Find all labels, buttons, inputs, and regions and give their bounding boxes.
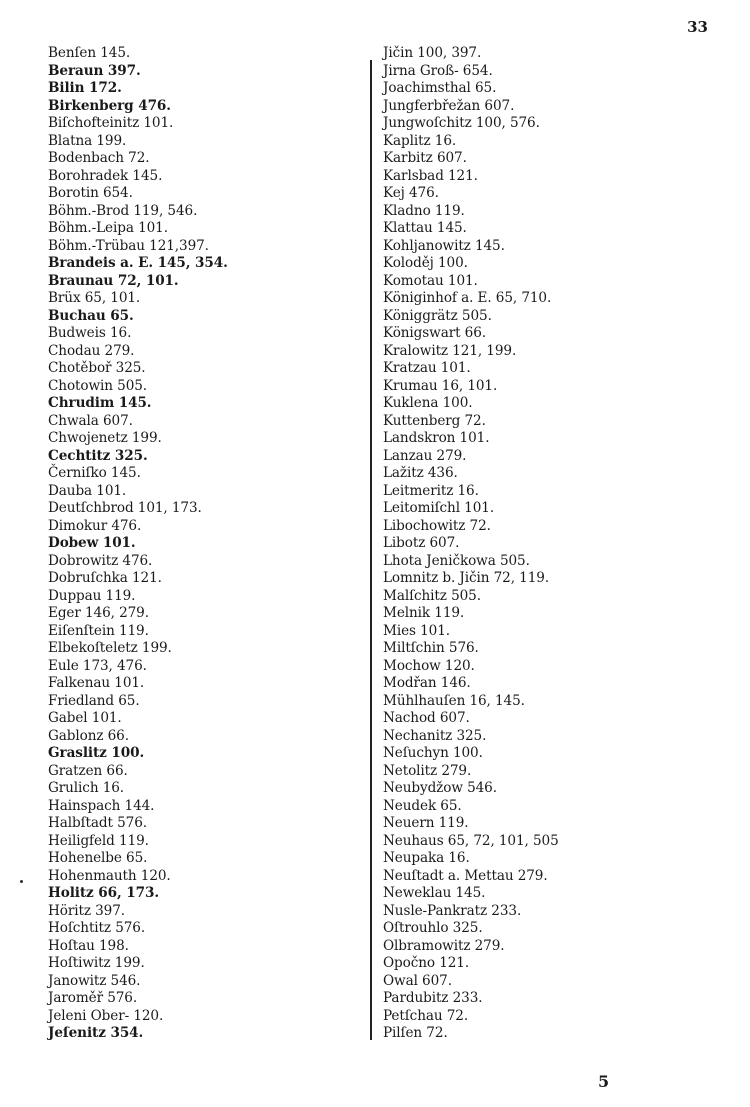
index-entry: Komotau 101. [383,272,478,289]
index-entry: Jeſenitz 354. [48,1025,144,1041]
index-entry: Birkenberg 476. [48,97,171,114]
index-entry: Böhm.-Leipa 101. [48,220,168,236]
index-entry: Petſchau 72. [383,1007,469,1024]
index-entry: Joachimsthal 65. [383,80,497,96]
index-entry: Hoſchtitz 576. [48,920,146,936]
index-entry: Nusle-Pankratz 233. [383,902,522,919]
index-entry: Mühlhauſen 16, 145. [383,692,525,709]
index-entry: Jaroměř 576. [48,990,138,1006]
index-entry: Lomnitz b. Jičin 72, 119. [383,570,550,586]
index-entry: Mochow 120. [383,657,475,674]
index-entry: Krumau 16, 101. [383,377,498,394]
index-entry: Mies 101. [383,622,450,639]
index-entry: Chodau 279. [48,342,135,359]
index-entry: Budweis 16. [48,325,132,341]
index-entry: Königswart 66. [383,325,486,341]
index-entry: Borohradek 145. [48,167,163,184]
index-entry: Kaplitz 16. [383,132,457,149]
stray-ink-dot [20,880,23,883]
index-entry: Černiſko 145. [48,465,141,481]
index-entry: Jirna Groß- 654. [383,62,493,79]
index-entry: Lhota Jeničkowa 505. [383,552,530,569]
index-entry: Biſchofteinitz 101. [48,115,174,131]
index-entry: Neupaka 16. [383,850,470,866]
index-entry: Kej 476. [383,185,439,201]
index-entry: Dobruſchka 121. [48,570,162,586]
page-number: 33 [687,18,708,36]
index-entry: Jičin 100, 397. [383,45,482,61]
index-entry: Hainspach 144. [48,797,155,814]
index-entry: Eger 146, 279. [48,605,149,621]
index-entry: Janowitz 546. [48,972,141,989]
index-entry: Pardubitz 233. [383,990,483,1006]
index-entry: Melnik 119. [383,605,465,621]
right-index-column [383,45,683,1043]
index-entry: Gratzen 66. [48,762,128,779]
index-entry: Höritz 397. [48,902,125,919]
index-entry: Leitmeritz 16. [383,482,479,499]
index-entry: Klattau 145. [383,220,467,236]
index-entry: Koloděj 100. [383,255,468,271]
index-entry: Chrudim 145. [48,395,152,411]
index-entry: Kohljanowitz 145. [383,237,505,254]
index-entry: Eiſenſtein 119. [48,622,149,639]
index-entry: Neweklau 145. [383,885,486,901]
index-entry: Lanzau 279. [383,447,467,464]
index-entry: Malſchitz 505. [383,587,481,604]
index-entry: Königinhof a. E. 65, 710. [383,290,552,306]
index-entry: Brandeis a. E. 145, 354. [48,255,228,271]
index-entry: Olbramowitz 279. [383,937,505,954]
index-entry: Chotowin 505. [48,377,148,394]
index-entry: Miltſchin 576. [383,640,479,656]
index-entry: Gabel 101. [48,710,122,726]
index-entry: Königgrätz 505. [383,307,492,324]
index-entry: Landskron 101. [383,430,490,446]
column-divider [370,60,372,1040]
index-entry: Dauba 101. [48,482,127,499]
index-entry: Neſuchyn 100. [383,745,483,761]
index-entry: Duppau 119. [48,587,136,604]
index-entry: Pilſen 72. [383,1025,448,1041]
index-entry: Karlsbad 121. [383,167,478,184]
index-entry: Kratzau 101. [383,360,471,376]
index-entry: Heiligfeld 119. [48,832,149,849]
index-entry: Nachod 607. [383,710,470,726]
index-entry: Falkenau 101. [48,675,145,691]
index-entry: Neudek 65. [383,797,462,814]
index-entry: Beraun 397. [48,62,141,79]
left-index-column [48,45,338,1043]
index-entry: Elbekoſteletz 199. [48,640,172,656]
index-entry: Hohenelbe 65. [48,850,148,866]
index-entry: Hohenmauth 120. [48,867,171,884]
index-entry: Dobew 101. [48,535,136,551]
index-entry: Borotin 654. [48,185,133,201]
index-entry: Modřan 146. [383,675,471,691]
index-entry: Hoſtiwitz 199. [48,955,145,971]
index-entry: Kralowitz 121, 199. [383,342,517,359]
index-entry: Jungwoſchitz 100, 576. [383,115,540,131]
index-entry: Libotz 607. [383,535,460,551]
index-entry: Böhm.-Brod 119, 546. [48,202,198,219]
index-entry: Deutſchbrod 101, 173. [48,500,202,516]
index-entry: Halbſtadt 576. [48,815,147,831]
index-entry: Neuern 119. [383,815,469,831]
index-entry: Jeleni Ober- 120. [48,1007,164,1024]
index-entry: Chotěboř 325. [48,360,146,376]
index-entry: Braunau 72, 101. [48,272,179,289]
index-entry: Owal 607. [383,972,452,989]
index-entry: Dobrowitz 476. [48,552,153,569]
index-entry: Neubydžow 546. [383,780,497,796]
index-entry: Böhm.-Trübau 121,397. [48,237,209,254]
index-entry: Bilin 172. [48,80,122,96]
index-entry: Hoſtau 198. [48,937,129,954]
index-entry: Kuttenberg 72. [383,412,486,429]
index-entry: Buchau 65. [48,307,134,324]
index-entry: Friedland 65. [48,692,140,709]
index-entry: Netolitz 279. [383,762,472,779]
index-entry: Kuklena 100. [383,395,473,411]
index-entry: Cechtitz 325. [48,447,148,464]
index-entry: Karbitz 607. [383,150,467,166]
index-entry: Oſtrouhlo 325. [383,920,483,936]
index-entry: Jungferbřežan 607. [383,97,515,114]
index-entry: Kladno 119. [383,202,465,219]
index-entry: Leitomiſchl 101. [383,500,495,516]
index-entry: Holitz 66, 173. [48,885,159,901]
index-entry: Neuhaus 65, 72, 101, 505 [383,832,559,849]
index-entry: Dimokur 476. [48,517,142,534]
index-entry: Gablonz 66. [48,727,129,744]
index-entry: Chwala 607. [48,412,133,429]
index-entry: Nechanitz 325. [383,727,487,744]
index-entry: Grulich 16. [48,780,125,796]
index-entry: Brüx 65, 101. [48,290,141,306]
index-entry: Blatna 199. [48,132,127,149]
index-entry: Libochowitz 72. [383,517,491,534]
index-entry: Benſen 145. [48,45,131,61]
index-entry: Eule 173, 476. [48,657,147,674]
index-entry: Neuſtadt a. Mettau 279. [383,867,548,884]
index-entry: Chwojenetz 199. [48,430,162,446]
index-entry: Lažitz 436. [383,465,458,481]
index-entry: Graslitz 100. [48,745,145,761]
signature-mark: 5 [598,1072,610,1091]
index-entry: Bodenbach 72. [48,150,150,166]
index-entry: Opočno 121. [383,955,470,971]
